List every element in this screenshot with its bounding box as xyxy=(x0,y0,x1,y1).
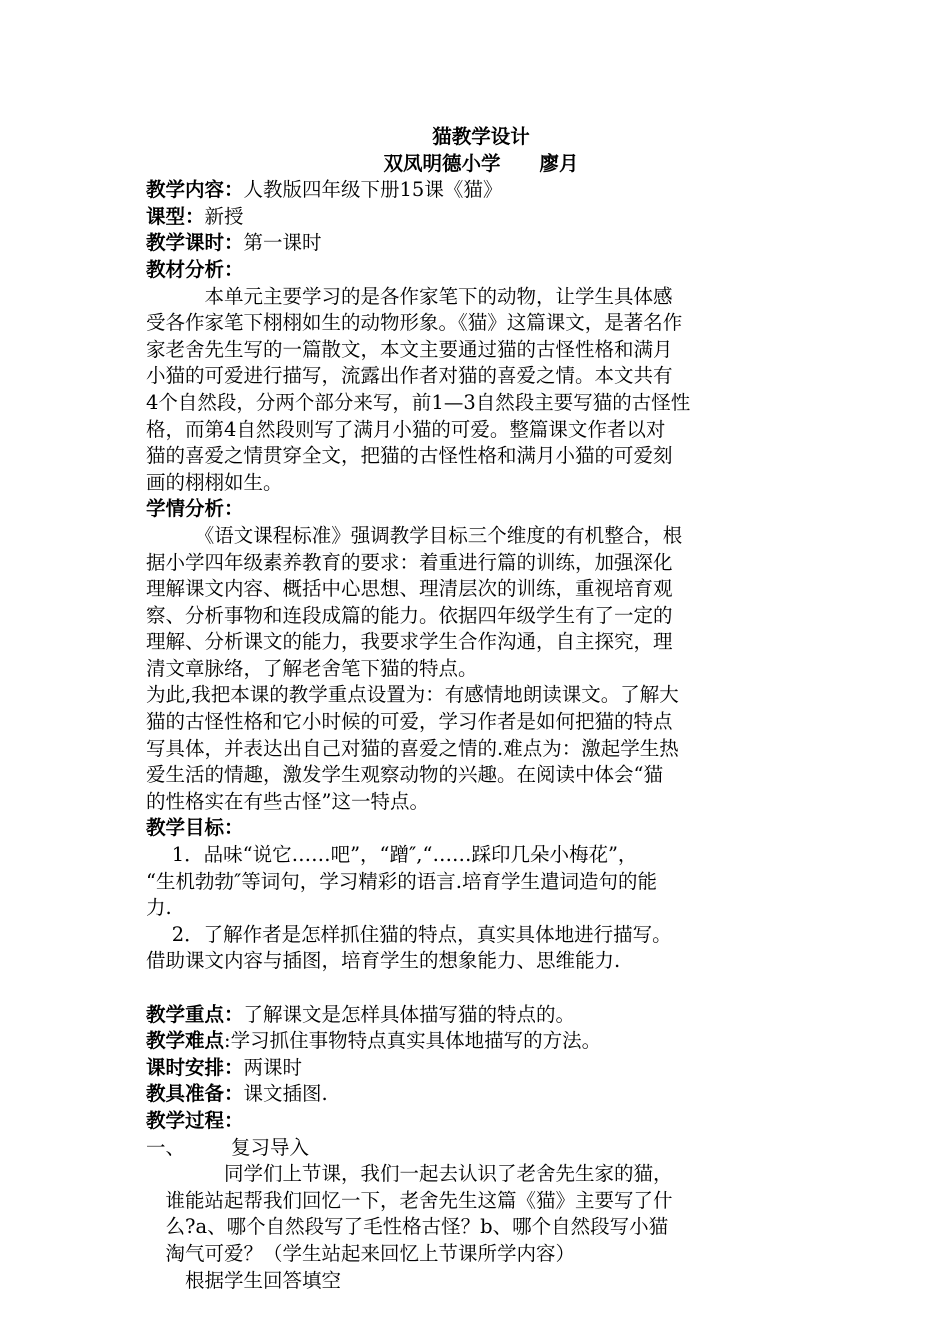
student-line: 猫的古怪性格和它小时候的可爱，学习作者是如何把猫的特点 xyxy=(146,710,673,734)
meta-value: 两课时 xyxy=(243,1055,303,1079)
meta-label: 教学重点： xyxy=(146,1002,244,1026)
material-line: 受各作家笔下栩栩如生的动物形象。《猫》这篇课文，是著名作 xyxy=(146,311,683,335)
info-label: 教学课时： xyxy=(146,231,244,255)
meta-difficulty xyxy=(146,1028,816,1055)
info-value: 新授 xyxy=(204,204,244,228)
meta-value: 课文插图. xyxy=(243,1082,328,1106)
document-page xyxy=(146,124,816,1294)
document-subtitle: 双凤明德小学 廖月 xyxy=(383,151,579,175)
goals-line: “生机勃勃″等词句，学习精彩的语言.培育学生遣词造句的能 xyxy=(146,869,657,893)
student-line: 理解、分析课文的能力，我要求学生合作沟通，自主探究，理 xyxy=(146,630,673,654)
material-line: 格，而第4自然段则写了满月小猫的可爱。整篇课文作者以对 xyxy=(146,417,666,441)
process-step xyxy=(146,1135,816,1162)
student-line: 理解课文内容、概括中心思想、理清层次的训练，重视培育观 xyxy=(146,577,673,601)
meta-value: :学习抓住事物特点真实具体地描写的方法。 xyxy=(224,1029,602,1053)
goals-line: 力. xyxy=(146,896,172,920)
student-line: 爱生活的情趣，激发学生观察动物的兴趣。在阅读中体会“猫 xyxy=(146,763,663,787)
process-line: 么?a、哪个自然段写了毛性格古怪？b、哪个自然段写小猫 xyxy=(146,1215,669,1239)
material-line: 家老舍先生写的一篇散文，本文主要通过猫的古怪性格和满月 xyxy=(146,337,673,361)
process-step-number: 一、 xyxy=(146,1135,186,1159)
meta-key-point xyxy=(146,1002,816,1029)
meta-tools xyxy=(146,1081,816,1108)
info-period xyxy=(146,230,816,257)
meta-label: 教学过程： xyxy=(146,1108,244,1132)
student-heading: 学情分析： xyxy=(146,497,244,521)
goals-heading: 教学目标： xyxy=(146,816,244,840)
info-label: 教学内容： xyxy=(146,178,244,202)
meta-label: 教具准备： xyxy=(146,1082,244,1106)
document-title: 猫教学设计 xyxy=(432,125,530,148)
process-line: 同学们上节课，我们一起去认识了老舍先生家的猫， xyxy=(146,1162,673,1186)
process-line: 根据学生回答填空 xyxy=(146,1268,342,1292)
process-line: 谁能站起帮我们回忆一下，老舍先生这篇《猫》主要写了什 xyxy=(146,1188,673,1212)
info-content xyxy=(146,177,816,204)
student-line: 清文章脉络，了解老舍笔下猫的特点。 xyxy=(146,656,478,680)
student-line: 据小学四年级素养教育的要求：着重进行篇的训练，加强深化 xyxy=(146,550,673,574)
info-label: 课型： xyxy=(146,204,205,228)
material-line: 4个自然段，分两个部分来写，前1—3自然段主要写猫的古怪性 xyxy=(146,390,691,414)
material-line: 猫的喜爱之情贯穿全文，把猫的古怪性格和满月小猫的可爱刻 xyxy=(146,444,673,468)
info-value: 第一课时 xyxy=(243,231,322,255)
student-line: 的性格实在有些古怪”这一特点。 xyxy=(146,789,429,813)
blank-line xyxy=(146,975,816,1002)
meta-schedule xyxy=(146,1055,816,1082)
student-line: 《语文课程标准》强调教学目标三个维度的有机整合，根 xyxy=(146,523,683,547)
meta-label: 课时安排： xyxy=(146,1055,244,1079)
meta-process xyxy=(146,1108,816,1135)
info-value: 人教版四年级下册15课《猫》 xyxy=(243,178,503,202)
meta-value: 了解课文是怎样具体描写猫的特点的。 xyxy=(243,1002,576,1026)
goals-line: 借助课文内容与插图，培育学生的想象能力、思维能力. xyxy=(146,949,621,973)
material-line: 本单元主要学习的是各作家笔下的动物，让学生具体感 xyxy=(146,284,673,308)
material-line: 小猫的可爱进行描写，流露出作者对猫的喜爱之情。本文共有 xyxy=(146,364,673,388)
process-step-title: 复习导入 xyxy=(231,1135,310,1159)
info-type xyxy=(146,204,816,231)
process-line: 淘气可爱？（学生站起来回忆上节课所学内容） xyxy=(146,1241,576,1265)
student-line: 察、分析事物和连段成篇的能力。依据四年级学生有了一定的 xyxy=(146,603,673,627)
goals-line: 1．品味“说它……吧”，“蹭″,“……踩印几朵小梅花”， xyxy=(146,843,638,867)
student-line: 写具体，并表达出自己对猫的喜爱之情的.难点为：激起学生热 xyxy=(146,736,679,760)
material-heading: 教材分析： xyxy=(146,257,244,281)
student-line: 为此,我把本课的教学重点设置为：有感情地朗读课文。了解大 xyxy=(146,683,679,707)
goals-line: 2．了解作者是怎样抓住猫的特点，真实具体地进行描写。 xyxy=(146,922,672,946)
meta-label: 教学难点 xyxy=(146,1029,225,1053)
material-line: 画的栩栩如生。 xyxy=(146,470,283,494)
